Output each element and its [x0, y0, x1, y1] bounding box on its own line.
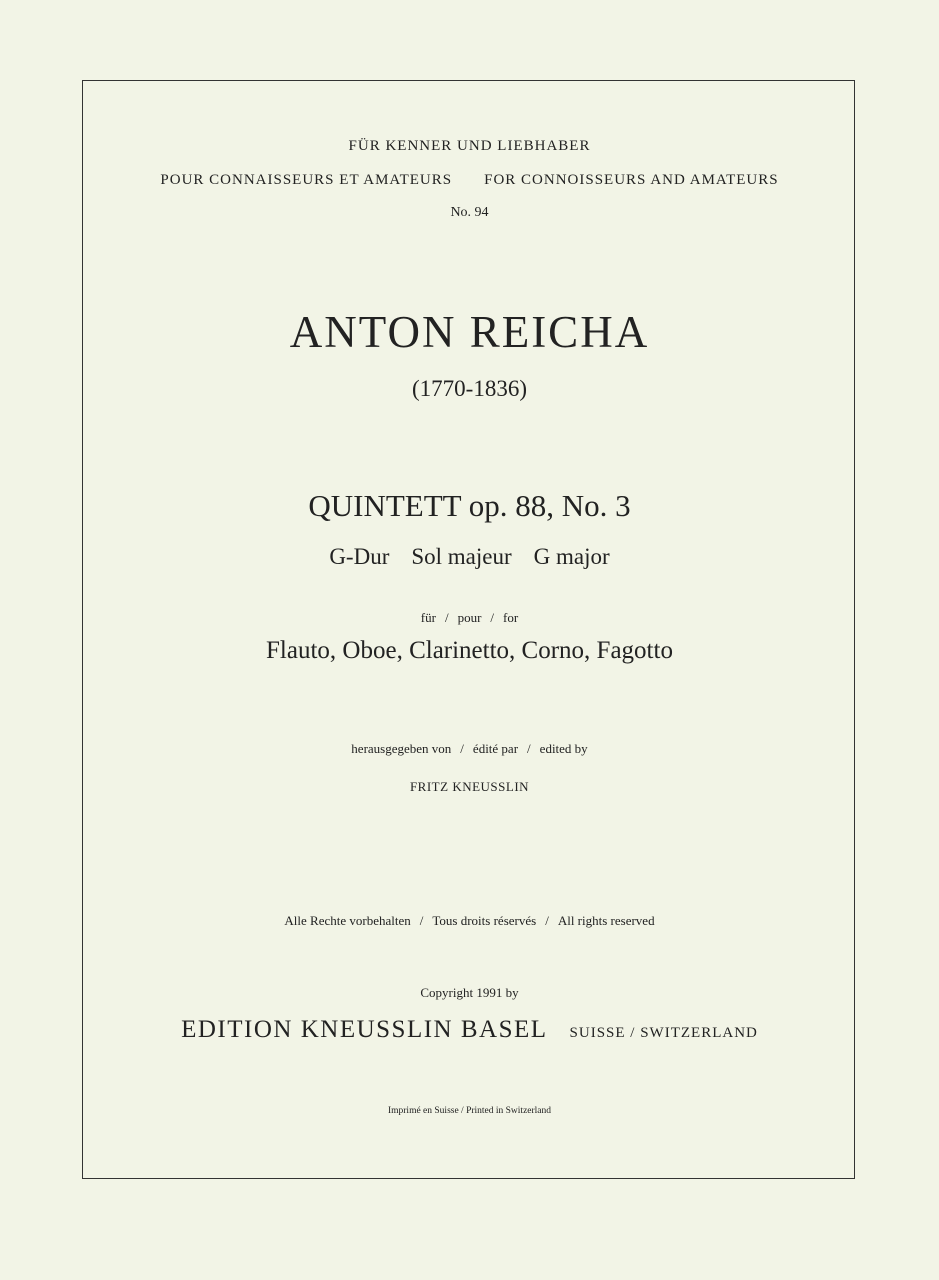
copyright-line: Copyright 1991 by	[420, 985, 519, 1000]
work-key	[0, 544, 939, 570]
printed-in-notice: Imprimé en Suisse / Printed in Switzerland	[387, 1106, 552, 1116]
scoring-label	[0, 610, 939, 626]
separator: /	[444, 610, 449, 625]
composer-dates: (1770-1836)	[412, 376, 527, 401]
key-french: Sol majeur	[411, 544, 512, 569]
for-french: pour	[457, 610, 482, 625]
series-subtitle	[0, 172, 939, 189]
separator: /	[490, 610, 495, 625]
rights-notice	[0, 913, 939, 929]
rights-french: Tous droits réservés	[432, 913, 537, 928]
key-german: G-Dur	[329, 544, 390, 569]
series-number: No. 94	[450, 205, 489, 220]
rights-english: All rights reserved	[557, 913, 655, 928]
key-english: G major	[533, 544, 610, 569]
instrument-list: Flauto, Oboe, Clarinetto, Corno, Fagotto	[266, 637, 673, 664]
rights-german: Alle Rechte vorbehalten	[284, 913, 411, 928]
series-subtitle-french: POUR CONNAISSEURS ET AMATEURS	[160, 172, 453, 188]
page-border	[82, 80, 855, 1179]
editor-label-english: edited by	[539, 741, 588, 756]
separator: /	[460, 741, 464, 756]
separator: /	[419, 913, 424, 928]
work-title: QUINTETT op. 88, No. 3	[308, 488, 631, 523]
publisher-country: SUISSE / SWITZERLAND	[569, 1025, 758, 1041]
editor-label-german: herausgegeben von	[351, 741, 452, 756]
separator: /	[545, 913, 549, 928]
editor-label-french: édité par	[472, 741, 519, 756]
series-subtitle-english: FOR CONNOISSEURS AND AMATEURS	[484, 172, 779, 188]
composer-name: ANTON REICHA	[289, 307, 650, 357]
publisher-name: EDITION KNEUSSLIN BASEL	[181, 1016, 548, 1043]
for-english: for	[503, 610, 519, 625]
series-title: FÜR KENNER UND LIEBHABER	[348, 138, 591, 154]
editor-label	[0, 741, 939, 757]
for-german: für	[420, 610, 436, 625]
editor-name: FRITZ KNEUSSLIN	[409, 779, 530, 794]
publisher-line	[0, 1016, 939, 1044]
separator: /	[527, 741, 531, 756]
